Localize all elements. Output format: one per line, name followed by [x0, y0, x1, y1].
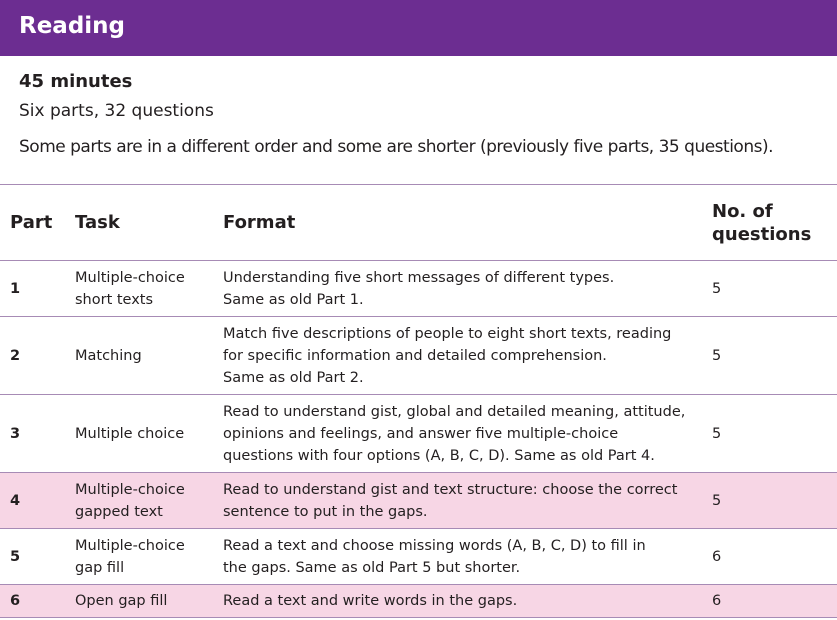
header-questions-line2: questions — [712, 223, 812, 245]
table-row — [0, 260, 837, 316]
format-line: Read to understand gist, global and detailed meaning, attitude, — [223, 403, 686, 420]
part-number: 5 — [10, 548, 21, 565]
table-row — [0, 394, 837, 472]
table-header-row — [0, 184, 837, 260]
duration-text: 45 minutes — [19, 71, 133, 92]
question-count: 5 — [712, 280, 722, 297]
question-count: 6 — [712, 548, 722, 565]
task-name — [75, 261, 220, 316]
question-count: 5 — [712, 425, 722, 442]
task-line: gap fill — [75, 559, 125, 576]
format-line: Read a text and choose missing words (A, B, C, D) to fill in — [223, 537, 646, 554]
part-number: 4 — [10, 492, 21, 509]
part-number: 2 — [10, 347, 21, 364]
format-description — [223, 395, 703, 472]
part-number: 1 — [10, 280, 21, 297]
format-line: Understanding five short messages of different types. — [223, 269, 615, 286]
table-row — [0, 528, 837, 584]
task-name — [75, 585, 220, 617]
task-name — [75, 473, 220, 528]
format-description — [223, 585, 703, 617]
format-description — [223, 529, 703, 584]
part-number: 3 — [10, 425, 21, 442]
change-note: Some parts are in a different order and some are shorter (previously five parts, 35 questions). — [19, 137, 773, 157]
table-row — [0, 472, 837, 528]
question-count: 5 — [712, 347, 722, 364]
question-count: 6 — [712, 593, 722, 609]
header-questions — [712, 185, 832, 260]
task-line: short texts — [75, 291, 154, 308]
format-line: Match five descriptions of people to eight short texts, reading — [223, 325, 672, 342]
table-row — [0, 316, 837, 394]
task-line: Multiple-choice — [75, 269, 185, 286]
format-line: questions with four options (A, B, C, D). Same as old Part 4. — [223, 447, 655, 464]
task-line: Open gap fill — [75, 593, 168, 609]
format-line: opinions and feelings, and answer five multiple-choice — [223, 425, 619, 442]
reading-parts-table — [0, 184, 837, 618]
parts-count-text: Six parts, 32 questions — [19, 101, 214, 121]
format-line: Read a text and write words in the gaps. — [223, 593, 518, 609]
task-line: Multiple choice — [75, 425, 185, 442]
header-task: Task — [75, 212, 120, 233]
format-line: Read to understand gist and text structure: choose the correct — [223, 481, 678, 498]
format-line: the gaps. Same as old Part 5 but shorter. — [223, 559, 521, 576]
section-header — [0, 0, 837, 56]
format-description — [223, 261, 703, 316]
format-description — [223, 317, 703, 394]
format-line: sentence to put in the gaps. — [223, 503, 428, 520]
header-part: Part — [10, 212, 53, 233]
page-title: Reading — [19, 13, 126, 39]
header-questions-line1: No. of — [712, 200, 773, 222]
task-line: Matching — [75, 347, 142, 364]
table-row — [0, 584, 837, 618]
part-number: 6 — [10, 593, 21, 609]
header-format: Format — [223, 212, 296, 233]
task-name — [75, 317, 220, 394]
format-line: Same as old Part 1. — [223, 291, 364, 308]
task-line: Multiple-choice — [75, 481, 185, 498]
format-description — [223, 473, 703, 528]
format-line: for specific information and detailed comprehension. — [223, 347, 607, 364]
question-count: 5 — [712, 492, 722, 509]
format-line: Same as old Part 2. — [223, 369, 364, 386]
task-name — [75, 395, 220, 472]
task-line: Multiple-choice — [75, 537, 185, 554]
task-name — [75, 529, 220, 584]
task-line: gapped text — [75, 503, 163, 520]
